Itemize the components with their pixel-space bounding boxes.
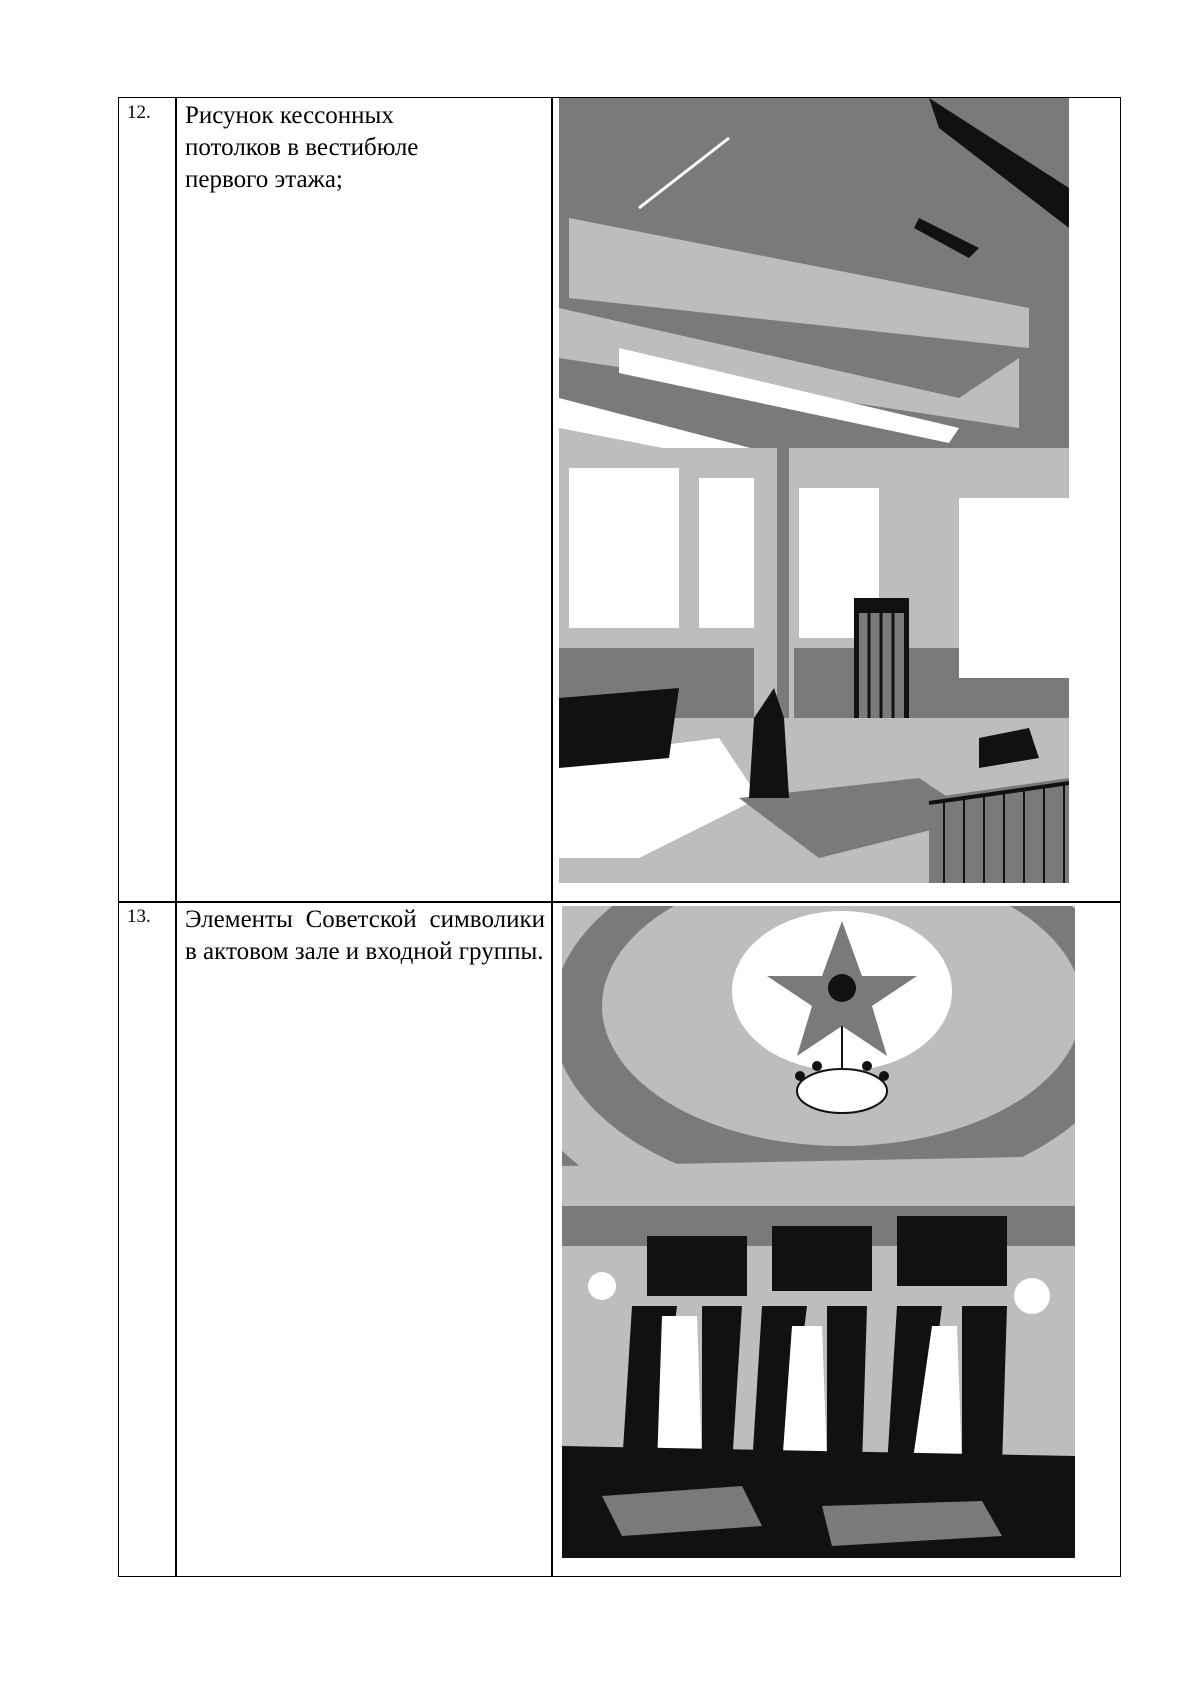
row-divider [119, 901, 1120, 903]
column-divider-number [175, 98, 177, 1576]
row-number: 13. [127, 906, 151, 927]
row-description: Элементы Советской символики в актовом зале и входной группы. [185, 906, 545, 965]
document-table [118, 97, 1121, 1577]
row-description: Рисунок кессонных потолков в вестибюле первого этажа; [185, 102, 419, 193]
row-number: 12. [127, 102, 151, 123]
column-divider-description [551, 98, 553, 1576]
photo-assembly-hall-star [562, 906, 1075, 1558]
photo-vestibule-ceiling [559, 98, 1069, 883]
